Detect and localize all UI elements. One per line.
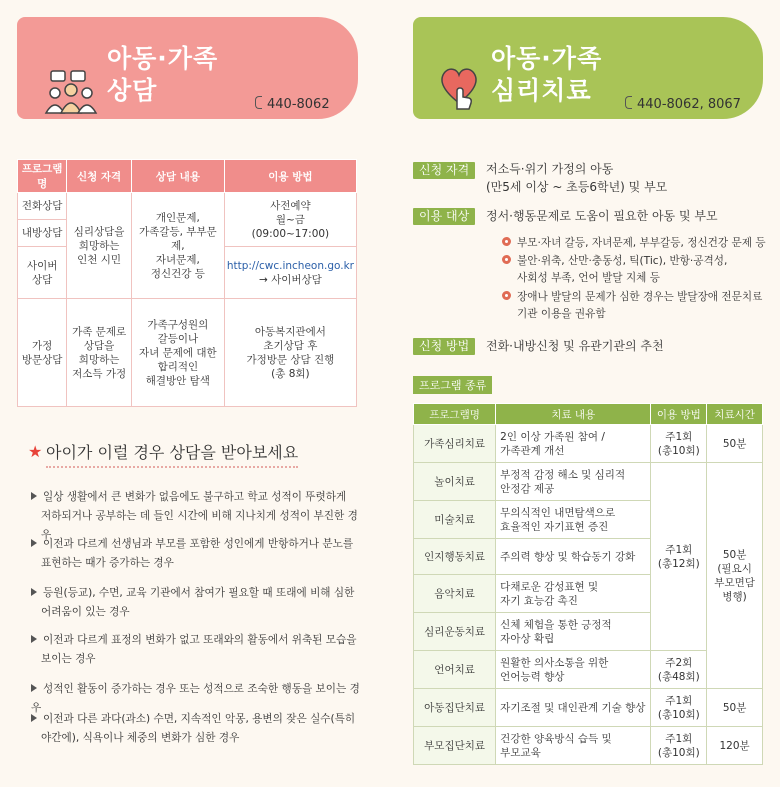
right-title-line2: 심리치료 [491,76,592,105]
text-line: 불안·위축, 산만·충동성, 틱(Tic), 반항·공격성, [517,255,728,267]
text-line: 언어능력 향상 [500,670,565,683]
content-cell [496,651,651,689]
text-line: 어려움이 있는 경우 [41,606,130,618]
therapy-table [413,403,763,765]
text-line: 표현하는 때가 증가하는 경우 [41,557,174,569]
text-line: 사이버 [26,259,58,272]
text-line: 자녀 문제에 대한 [139,346,217,359]
heart-hand-icon [437,63,481,111]
checklist-item [31,535,366,573]
text-line: 주1회 [665,694,693,707]
program-name-cell: 놀이치료 [414,463,496,501]
method-cell [224,299,356,407]
text-line: (필요시 [717,562,752,575]
content-cell [496,539,651,575]
text-line: → 사이버상담 [258,273,322,286]
phone-icon [255,96,262,109]
circle-bullet-icon [502,237,511,246]
checklist-item [31,710,366,748]
col-header: 이용 방법 [651,404,707,425]
text-line: 주1회 [665,543,693,556]
left-title-line1: 아동·가족 [107,44,219,73]
text-line: 보이는 경우 [41,653,96,665]
text-line: (만5세 이상 ~ 초등6학년) 및 부모 [486,180,668,194]
col-header: 치료 내용 [496,404,651,425]
text-line: 사전예약 [270,199,311,212]
triangle-bullet-icon [31,714,37,722]
left-header-banner [17,17,358,119]
text-line: 심리상담을 [73,225,125,238]
text-line: 가정 [31,339,53,352]
method-cell [651,651,707,689]
method-text: 전화·내방신청 및 유관기관의 추천 [486,339,664,353]
text-line: (총48회) [657,670,700,683]
text-line: 무의식적인 내면탐색으로 [500,506,616,519]
text-line: 저소득·위기 가정의 아동 [486,162,614,176]
text-line: 이전과 다른 과다(과소) 수면, 지속적인 악몽, 용변의 잦은 실수(특히 [43,713,356,725]
content-cell [496,613,651,651]
cyber-url-link[interactable]: http://cwc.incheon.go.kr [226,259,354,272]
method-tag: 신청 방법 [413,338,475,355]
text-line: 2인 이상 가족원 참여 / [500,430,605,443]
text-line: 자기 효능감 촉진 [500,594,578,607]
text-line: 등원(등교), 수면, 교육 기관에서 참여가 필요할 때 또래에 비해 심한 [43,587,355,599]
content-cell [496,463,651,501]
text-line: 상담을 [83,339,115,352]
text-line: 성적인 활동이 증가하는 경우 또는 성적으로 조숙한 행동을 보이는 경우 [31,683,360,714]
qualification-cell [67,299,132,407]
text-line: 정신건강 등 [150,267,205,280]
bullet-item [502,235,766,252]
text-line: 효율적인 자기표현 증진 [500,520,609,533]
method-cell [224,193,356,247]
text-line: 안정감 제공 [500,482,555,495]
text-line: (총 8회) [271,367,310,380]
program-name-cell: 미술치료 [414,501,496,539]
program-type-tag: 프로그램 종류 [413,376,492,394]
text-line: 야간에), 식욕이나 체중의 변화가 심한 경우 [41,732,240,744]
target-text: 정서·행동문제로 도움이 필요한 아동 및 부모 [486,209,718,223]
method-cell [651,689,707,727]
program-cell: 내방상담 [18,220,67,247]
text-line: 희망하는 [78,353,120,366]
text-line: 주1회 [665,430,693,443]
phone-icon [625,96,632,109]
text-line: 저소득 가정 [72,367,127,380]
text-line: 주의력 향상 및 학습동기 강화 [500,550,636,563]
method-cell [651,463,707,651]
text-line: 이전과 다르게 표정의 변화가 없고 또래와의 활동에서 위축된 모습을 [43,634,357,646]
text-line: (09:00~17:00) [251,227,330,240]
content-cell [496,425,651,463]
text-line: 초기상담 후 [263,339,318,352]
text-line: 희망하는 [78,239,120,252]
checklist-title: 아이가 이럴 경우 상담을 받아보세요 [46,440,298,468]
left-title-line2: 상담 [107,76,158,105]
content-cell [131,299,224,407]
time-cell: 50분 [707,689,763,727]
text-line: 주1회 [665,732,693,745]
text-line: 이전과 다르게 선생님과 부모를 포함한 성인에게 반항하거나 분노를 [43,538,354,550]
text-line: 가족관계 개선 [500,444,565,457]
text-line: 장애나 발달의 문제가 심한 경우는 발달장애 전문치료 [517,291,763,303]
text-line: 건강한 양육방식 습득 및 [500,732,612,745]
text-line: 인천 시민 [77,253,122,266]
triangle-bullet-icon [31,492,37,500]
program-cell: 전화상담 [18,193,67,220]
text-line: 다채로운 감성표현 및 [500,580,599,593]
apply-qual-text [486,160,667,196]
apply-qual-tag: 신청 자격 [413,162,475,179]
triangle-bullet-icon [31,684,37,692]
left-phone [255,96,330,112]
text-line: 갈등이나 [157,332,199,345]
text-line: 상담 [31,273,53,286]
triangle-bullet-icon [31,539,37,547]
time-cell: 120분 [707,727,763,765]
text-line: (총10회) [657,708,700,721]
content-cell [131,193,224,299]
counseling-table [17,159,357,407]
program-name-cell: 부모집단치료 [414,727,496,765]
program-name-cell: 가족심리치료 [414,425,496,463]
text-line: 부모면담 [714,576,755,589]
program-name-cell: 음악치료 [414,575,496,613]
text-line: 저하되거나 공부하는 데 들인 시간에 비해 지나치게 성적이 부진한 경우 [41,510,358,541]
text-line: 합리적인 [157,360,199,373]
text-line: 사회성 부족, 언어 발달 지체 등 [517,272,661,284]
bullet-item [502,289,762,323]
col-header: 상담 내용 [131,160,224,193]
text-line: 부정적 감정 해소 및 심리적 [500,468,626,481]
program-name-cell: 인지행동치료 [414,539,496,575]
text-line: 가정방문 상담 진행 [246,353,335,366]
right-phone-number: 440-8062, 8067 [637,97,741,112]
text-line: 부모교육 [500,746,541,759]
left-phone-number: 440-8062 [267,97,330,112]
program-name-cell: 심리운동치료 [414,613,496,651]
col-header: 프로그램명 [414,404,496,425]
program-cell [18,299,67,407]
text-line: 월~금 [275,213,305,226]
text-line: 원활한 의사소통을 위한 [500,656,609,669]
col-header: 신청 자격 [67,160,132,193]
text-line: 자기조절 및 대인관계 기술 향상 [500,701,646,714]
text-line: 방문상담 [21,353,63,366]
target-tag: 이용 대상 [413,208,475,225]
text-line: 개인문제, [155,211,200,224]
text-line: 신체 체험을 통한 긍정적 [500,618,612,631]
content-cell [496,727,651,765]
time-cell [707,463,763,689]
text-line: 주2회 [665,656,693,669]
content-cell [496,689,651,727]
right-phone [625,96,741,112]
text-line: 부모·자녀 갈등, 자녀문제, 부부갈등, 정신건강 문제 등 [517,237,766,249]
text-line: 자아상 확립 [500,632,555,645]
text-line: (총10회) [657,444,700,457]
program-cell [18,247,67,299]
text-line: 가족갈등, 부부문제, [139,225,217,252]
content-cell [496,575,651,613]
people-chat-icon [41,69,103,117]
method-cell [651,727,707,765]
col-header: 치료시간 [707,404,763,425]
text-line: 일상 생활에서 큰 변화가 없음에도 불구하고 학교 성적이 뚜렷하게 [43,491,347,503]
checklist-item [31,584,366,622]
text-line: 병행) [722,590,747,603]
time-cell: 50분 [707,425,763,463]
col-header: 이용 방법 [224,160,356,193]
text-line: 아동복지관에서 [254,325,326,338]
qualification-cell [67,193,132,299]
checklist-item [31,631,366,669]
text-line: 가족 문제로 [72,325,127,338]
text-line: 가족구성원의 [147,318,209,331]
method-cell [224,247,356,299]
right-title-line1: 아동·가족 [491,44,603,73]
col-header: 프로그램명 [18,160,67,193]
text-line: 50분 [722,548,747,561]
circle-bullet-icon [502,291,511,300]
text-line: 기관 이용을 권유함 [517,308,606,320]
right-header-banner [413,17,763,119]
text-line: (총12회) [657,557,700,570]
circle-bullet-icon [502,255,511,264]
bullet-item [502,253,727,287]
program-name-cell: 언어치료 [414,651,496,689]
triangle-bullet-icon [31,635,37,643]
text-line: (총10회) [657,746,700,759]
content-cell [496,501,651,539]
star-icon: ★ [28,442,43,461]
text-line: 자녀문제, [155,253,200,266]
triangle-bullet-icon [31,588,37,596]
method-cell [651,425,707,463]
program-name-cell: 아동집단치료 [414,689,496,727]
text-line: 해결방안 탐색 [145,374,210,387]
